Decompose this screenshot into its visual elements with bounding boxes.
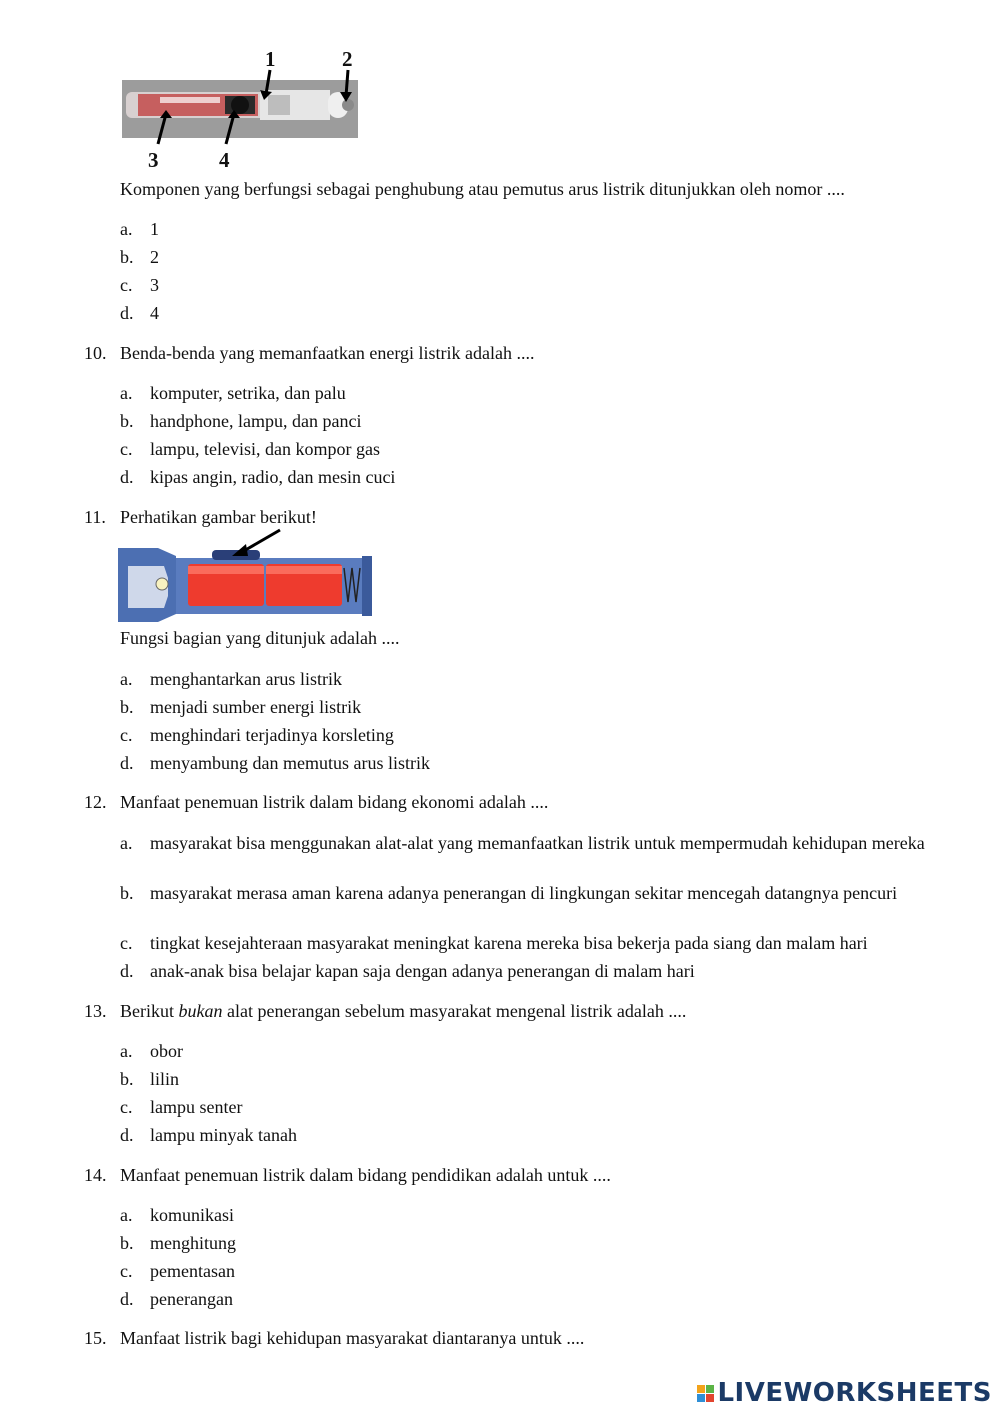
option-text: menjadi sumber energi listrik	[150, 697, 362, 717]
option-letter: c.	[120, 725, 133, 745]
option-text: 4	[150, 303, 159, 323]
option-text: komunikasi	[150, 1205, 234, 1225]
logo-blocks-icon	[697, 1385, 714, 1402]
option-letter: c.	[120, 275, 133, 295]
question-9-text: Komponen yang berfungsi sebagai penghubung atau pemutus arus listrik ditunjukkan oleh nomor ....	[120, 179, 845, 199]
option-text: lampu, televisi, dan kompor gas	[150, 439, 380, 459]
option-letter: a.	[120, 219, 133, 239]
option-letter: c.	[120, 1097, 133, 1117]
option-letter: c.	[120, 933, 133, 953]
option-letter: d.	[120, 961, 134, 981]
option-text: masyarakat merasa aman karena adanya penerangan di lingkungan sekitar mencegah datangnya pencuri	[150, 883, 898, 903]
figure-label-3: 3	[148, 148, 159, 172]
option-letter: a.	[120, 669, 133, 689]
liveworksheets-logo	[697, 1378, 992, 1408]
question-text: Benda-benda yang memanfaatkan energi listrik adalah ....	[120, 343, 535, 363]
question-number: 13.	[84, 1001, 107, 1021]
logo-text: LIVEWORKSHEETS	[717, 1378, 992, 1408]
question-text: Manfaat penemuan listrik dalam bidang pendidikan adalah untuk ....	[120, 1165, 611, 1185]
figure-label-1: 1	[265, 47, 276, 71]
option-letter: d.	[120, 1125, 134, 1145]
question-text: Manfaat listrik bagi kehidupan masyarakat diantaranya untuk ....	[120, 1328, 585, 1348]
question-text: Perhatikan gambar berikut!	[120, 507, 317, 527]
option-letter: a.	[120, 383, 133, 403]
question-number: 10.	[84, 343, 107, 363]
option-text: 1	[150, 219, 159, 239]
option-text: 2	[150, 247, 159, 267]
option-text: lampu senter	[150, 1097, 243, 1117]
option-text: handphone, lampu, dan panci	[150, 411, 362, 431]
option-letter: c.	[120, 1261, 133, 1281]
flashlight-photo-image	[100, 40, 380, 175]
question-text: Manfaat penemuan listrik dalam bidang ekonomi adalah ....	[120, 792, 549, 812]
option-letter: b.	[120, 883, 134, 903]
option-letter: d.	[120, 753, 134, 773]
option-text: lilin	[150, 1069, 180, 1089]
option-letter: b.	[120, 1069, 134, 1089]
option-letter: a.	[120, 1041, 133, 1061]
option-text: anak-anak bisa belajar kapan saja dengan adanya penerangan di malam hari	[150, 961, 695, 981]
option-letter: d.	[120, 467, 134, 487]
option-text: menyambung dan memutus arus listrik	[150, 753, 430, 773]
question-number: 15.	[84, 1328, 107, 1348]
flashlight-figure-2	[118, 526, 374, 624]
question-text-after: alat penerangan sebelum masyarakat mengenal listrik adalah ....	[222, 1001, 687, 1021]
option-text: masyarakat bisa menggunakan alat-alat yang memanfaatkan listrik untuk mempermudah kehidupan mereka	[150, 833, 925, 853]
option-text: obor	[150, 1041, 183, 1061]
question-number: 14.	[84, 1165, 107, 1185]
question-text-before: Berikut	[120, 1001, 179, 1021]
option-letter: b.	[120, 697, 134, 717]
flashlight-diagram-image	[118, 526, 374, 624]
option-letter: b.	[120, 411, 134, 431]
option-text: penerangan	[150, 1289, 233, 1309]
option-text: menghitung	[150, 1233, 236, 1253]
option-letter: d.	[120, 303, 134, 323]
flashlight-figure-1	[100, 40, 380, 175]
option-text: menghantarkan arus listrik	[150, 669, 342, 689]
option-letter: c.	[120, 439, 133, 459]
question-number: 11.	[84, 507, 106, 527]
option-letter: d.	[120, 1289, 134, 1309]
option-text: pementasan	[150, 1261, 235, 1281]
option-letter: b.	[120, 247, 134, 267]
figure-label-4: 4	[219, 148, 230, 172]
option-text: menghindari terjadinya korsleting	[150, 725, 394, 745]
option-letter: b.	[120, 1233, 134, 1253]
option-text: 3	[150, 275, 159, 295]
option-letter: a.	[120, 833, 133, 853]
option-text: kipas angin, radio, dan mesin cuci	[150, 467, 396, 487]
option-text: lampu minyak tanah	[150, 1125, 297, 1145]
option-text: komputer, setrika, dan palu	[150, 383, 346, 403]
question-text	[120, 1000, 686, 1022]
question-text-italic: bukan	[178, 1001, 223, 1021]
figure-label-2: 2	[342, 47, 353, 71]
option-letter: a.	[120, 1205, 133, 1225]
question-number: 12.	[84, 792, 107, 812]
option-text: tingkat kesejahteraan masyarakat meningkat karena mereka bisa bekerja pada siang dan malam hari	[150, 933, 868, 953]
question-11-subtext: Fungsi bagian yang ditunjuk adalah ....	[120, 628, 400, 648]
